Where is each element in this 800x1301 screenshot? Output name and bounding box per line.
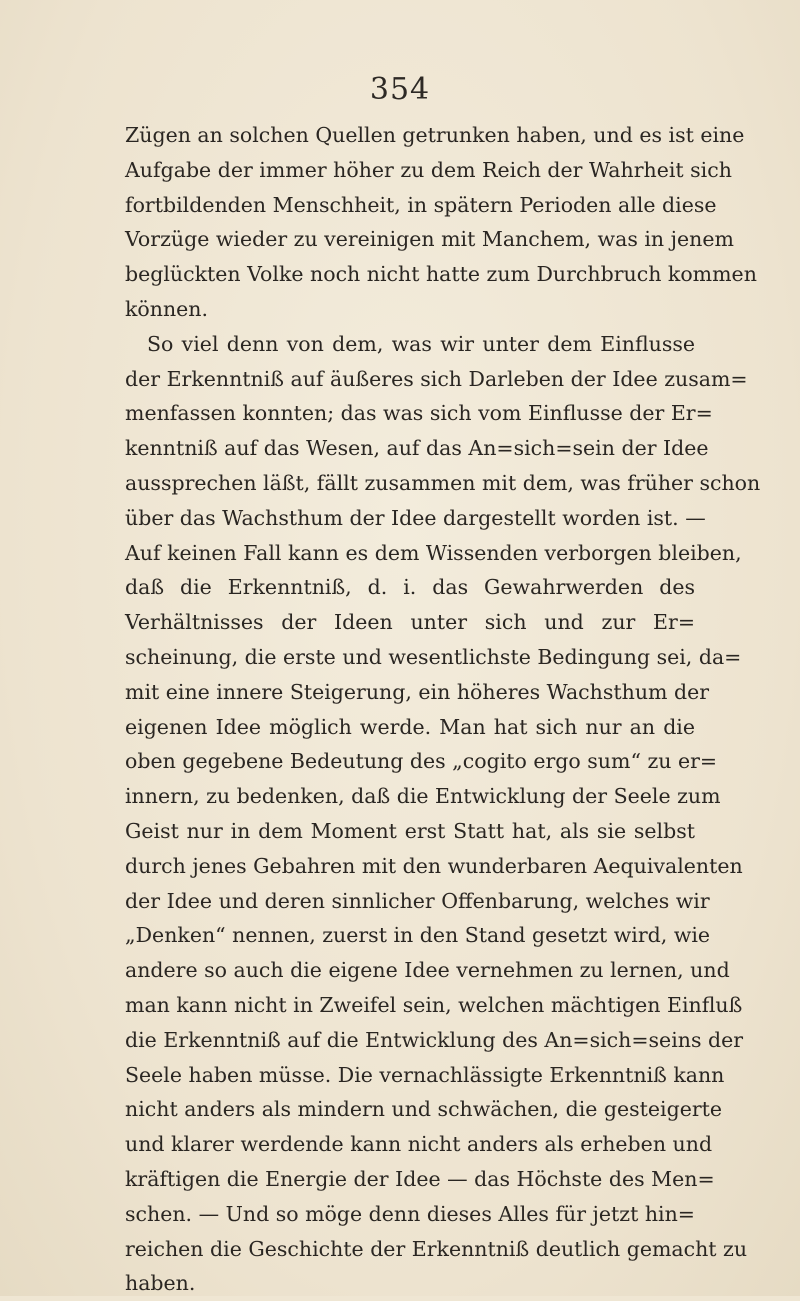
text-line: daß die Erkenntniß, d. i. das Gewahrwerden des (125, 575, 695, 600)
text-line: schen. — Und so möge denn dieses Alles für jetzt hin= (125, 1201, 695, 1226)
text-line: Seele haben müsse. Die vernachlässigte Erkenntniß kann (125, 1062, 725, 1087)
text-line: und klarer werdende kann nicht anders als erheben und (125, 1132, 713, 1157)
text-line: aussprechen läßt, fällt zusammen mit dem, was früher schon (125, 470, 761, 495)
text-line: So viel denn von dem, was wir unter dem Einflusse (147, 331, 695, 356)
text-line: nicht anders als mindern und schwächen, die gesteigerte (125, 1097, 723, 1122)
text-line: Verhältnisses der Ideen unter sich und zur Er= (125, 610, 695, 635)
text-line: man kann nicht in Zweifel sein, welchen mächtigen Einfluß (125, 992, 743, 1017)
text-line: über das Wachsthum der Idee dargestellt worden ist. — (125, 505, 706, 530)
body-text (125, 118, 761, 1301)
text-line: mit eine innere Steigerung, ein höheres Wachsthum der (125, 679, 710, 704)
text-line: der Erkenntniß auf äußeres sich Darleben der Idee zusam= (125, 366, 748, 391)
text-line: können. (125, 296, 209, 321)
text-line: „Denken“ nennen, zuerst in den Stand gesetzt wird, wie (125, 923, 711, 948)
text-line: eigenen Idee möglich werde. Man hat sich nur an die (125, 714, 695, 739)
text-line: scheinung, die erste und wesentlichste Bedingung sei, da= (125, 644, 742, 669)
text-line: reichen die Geschichte der Erkenntniß deutlich gemacht zu (125, 1236, 748, 1261)
text-line: Zügen an solchen Quellen getrunken haben, und es ist eine (125, 123, 745, 147)
text-line: innern, zu bedenken, daß die Entwicklung der Seele zum (125, 784, 721, 809)
text-line: Auf keinen Fall kann es dem Wissenden verborgen bleiben, (125, 540, 742, 565)
text-line: kenntniß auf das Wesen, auf das An=sich=sein der Idee (125, 436, 709, 461)
text-line: die Erkenntniß auf die Entwicklung des An=sich=seins der (125, 1027, 744, 1052)
text-line: Geist nur in dem Moment erst Statt hat, als sie selbst (125, 818, 695, 843)
text-line: menfassen konnten; das was sich vom Einflusse der Er= (125, 401, 713, 426)
text-line: fortbildenden Menschheit, in spätern Perioden alle diese (125, 192, 717, 217)
text-line: durch jenes Gebahren mit den wunderbaren Aequivalenten (125, 853, 743, 878)
text-line: der Idee und deren sinnlicher Offenbarung, welches wir (125, 888, 710, 913)
page-number: 354 (369, 72, 431, 107)
text-line: oben gegebene Bedeutung des „cogito ergo sum“ zu er= (125, 749, 718, 774)
text-line: andere so auch die eigene Idee vernehmen zu lernen, und (125, 958, 730, 983)
text-line: haben. (125, 1271, 196, 1296)
text-line: Vorzüge wieder zu vereinigen mit Manchem, was in jenem (125, 227, 734, 252)
text-line: kräftigen die Energie der Idee — das Höchste des Men= (125, 1166, 715, 1191)
text-line: beglückten Volke noch nicht hatte zum Durchbruch kommen (125, 262, 757, 287)
text-line: Aufgabe der immer höher zu dem Reich der Wahrheit sich (125, 157, 732, 182)
